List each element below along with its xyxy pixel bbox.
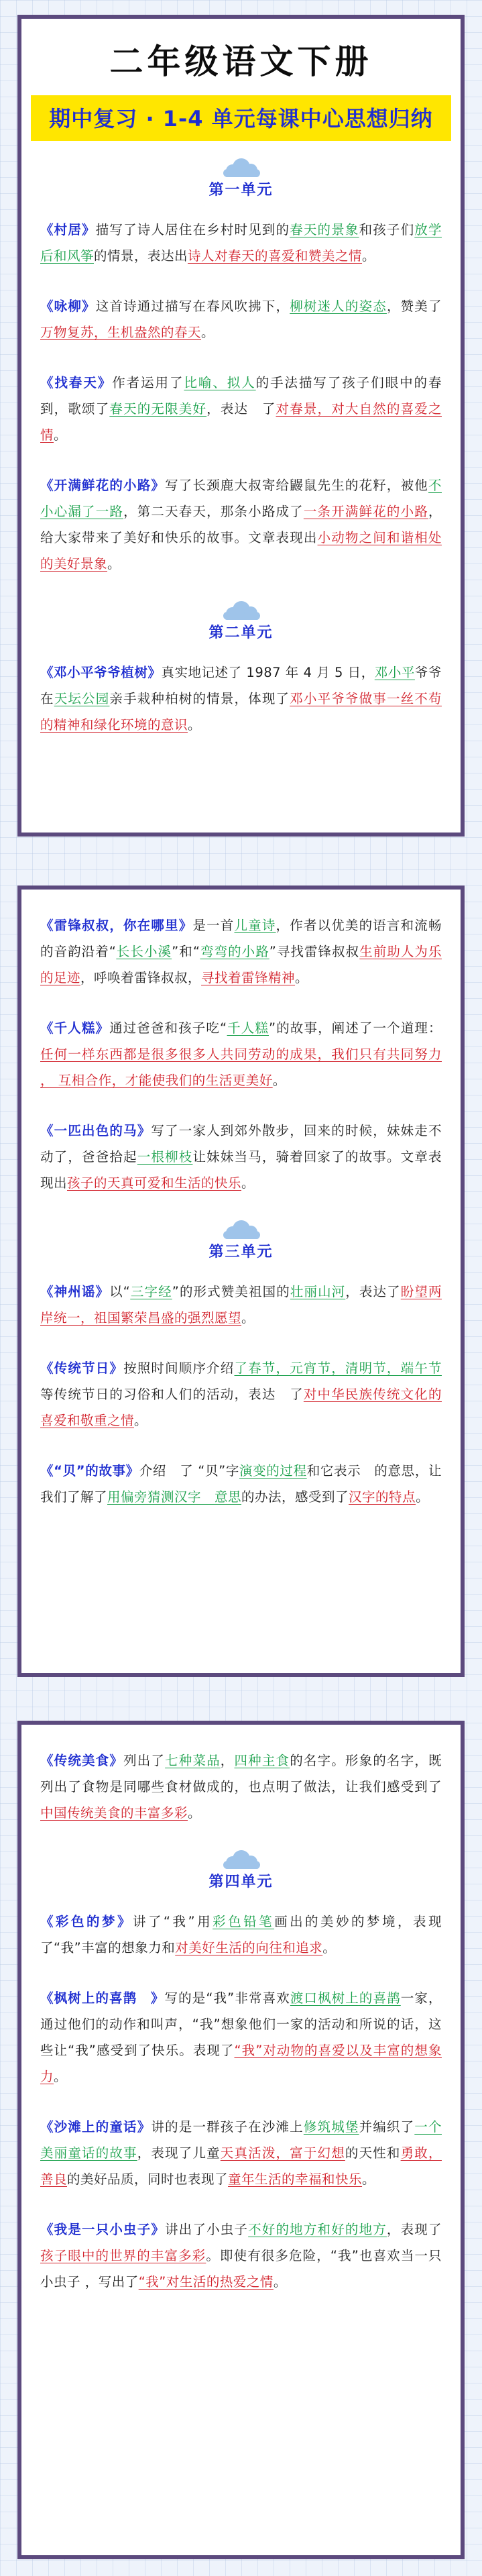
lesson-summary — [40, 1985, 442, 2090]
lesson-title: 《村居》 — [40, 222, 96, 237]
lesson-summary — [40, 1279, 442, 1331]
unit-heading — [40, 601, 442, 642]
key-detail: 一个美丽童话的故事 — [40, 2119, 442, 2161]
card-body — [40, 158, 442, 738]
subtitle-banner — [31, 95, 451, 141]
card-3 — [17, 1721, 465, 2559]
text-segment: ， — [220, 1753, 235, 1768]
card-body — [40, 912, 442, 1510]
central-idea: 任何一样东西都是很多很多人共同劳动的成果，我们只有共同努力 ， 互相合作，才能使我们的生活更美好 — [40, 1046, 442, 1088]
key-detail: 三字经 — [130, 1284, 172, 1299]
central-idea: 一条开满鲜花的小路 — [303, 504, 428, 519]
text-segment: 。 — [273, 2274, 287, 2290]
lesson-title: 《传统美食》 — [40, 1753, 124, 1768]
lesson-title: 《“贝”的故事》 — [40, 1463, 139, 1479]
lesson-title: 《一匹出色的马》 — [40, 1123, 152, 1138]
text-segment: 。 — [188, 717, 202, 733]
text-segment: 。 — [272, 1073, 286, 1088]
lesson-summary — [40, 472, 442, 577]
text-segment: ”的故事，阐述了一个道理： — [269, 1020, 442, 1036]
text-segment: 以“ — [109, 1284, 131, 1299]
central-idea: “我”对动物的喜爱以及丰富的想象力 — [40, 2043, 442, 2084]
text-segment: 作者运用了 — [112, 375, 184, 390]
lesson-summary — [40, 217, 442, 269]
key-detail: 邓小平 — [374, 665, 415, 680]
text-segment: ，表达 了 — [206, 401, 276, 417]
central-idea: “我”对生活的热爱之情 — [138, 2274, 274, 2290]
lesson-title: 《彩色的梦》 — [40, 1914, 133, 1929]
key-detail: 柳树迷人的姿态 — [290, 299, 387, 314]
lesson-title: 《神州谣》 — [40, 1284, 110, 1299]
key-detail: 弯弯的小路 — [200, 944, 269, 959]
text-segment: 是一首 — [192, 918, 235, 933]
key-detail: 演变的过程 — [239, 1463, 307, 1479]
central-idea: 中国传统美食的丰富多彩 — [40, 1805, 188, 1821]
text-segment: 。 — [201, 325, 215, 340]
lesson-summary — [40, 912, 442, 991]
text-segment: 。即使有很多危险，“我”也喜欢当一只小虫子 ，写出了 — [40, 2248, 442, 2290]
text-segment: 。 — [362, 2171, 376, 2187]
text-segment: 亲手栽种柏树的情景，体现了 — [109, 691, 290, 706]
text-segment: 讲了“我”用 — [132, 1914, 213, 1929]
key-detail: 不小心漏了一路 — [40, 478, 442, 519]
text-segment: 的情景，表达出 — [94, 248, 188, 264]
key-detail: 彩色铅笔 — [213, 1914, 275, 1929]
central-idea: 邓小平爷爷做事一丝不苟的精神和绿化环境的意识 — [40, 691, 442, 733]
lesson-summary — [40, 1355, 442, 1434]
text-segment: 。 — [188, 1805, 202, 1821]
unit-heading — [40, 158, 442, 199]
text-segment: 并编织了 — [359, 2119, 415, 2135]
central-idea: 小动物之间和谐相处的美好景象 — [40, 530, 442, 572]
text-segment: 的办法，感受到了 — [241, 1489, 349, 1505]
text-segment: 按照时间顺序介绍 — [123, 1360, 235, 1376]
key-detail: 了春节，元宵节，清明节，端午节 — [234, 1360, 442, 1376]
key-detail: 不好的地方和好的地方 — [248, 2222, 387, 2237]
central-idea: 孩子眼中的世界的丰富多彩 — [40, 2248, 206, 2263]
key-detail: 比喻、拟人 — [184, 375, 256, 390]
text-segment: 。 — [54, 2069, 68, 2084]
text-segment: 讲出了小虫子 — [165, 2222, 249, 2237]
text-segment: 和它表示 的意思，让我们了解了 — [40, 1463, 442, 1505]
card-2 — [17, 885, 465, 1677]
text-segment: 真实地记述了 1987 年 4 月 5 日， — [161, 665, 375, 680]
text-segment: 写了一家人到郊外散步，回来的时候，妹妹走不动了，爸爸拾起 — [40, 1123, 442, 1165]
text-segment: 列出了 — [123, 1753, 166, 1768]
unit-label: 第二单元 — [208, 625, 274, 641]
lesson-summary — [40, 1458, 442, 1510]
unit-label: 第四单元 — [208, 1874, 274, 1890]
lesson-title: 《雷锋叔叔，你在哪里》 — [40, 918, 193, 933]
text-segment: 一家，通过他们的动作和叫声，“我”想象他们一家的活动和所说的话，这些让“我”感受到了快乐。表现了 — [40, 1990, 442, 2058]
text-segment: ，表达了 — [345, 1284, 401, 1299]
lesson-summary — [40, 293, 442, 345]
text-segment: 。 — [295, 970, 309, 985]
unit-label: 第一单元 — [208, 182, 274, 199]
text-segment: ，给大家带来了美好和快乐的故事。文章表现出 — [40, 504, 442, 545]
text-segment: 。 — [54, 427, 68, 443]
text-segment: ，赞美了 — [386, 299, 442, 314]
text-segment: 的手法描写了孩子们眼中的春到，歌颂了 — [40, 375, 442, 417]
text-segment: ，表现了 — [386, 2222, 442, 2237]
central-idea: 对中华民族传统文化的喜爱和敬重之情 — [40, 1387, 442, 1428]
key-detail: 用偏旁猜测汉字 意思 — [107, 1489, 242, 1505]
text-segment: 写的是“我”非常喜欢 — [164, 1990, 290, 2006]
lesson-title: 《咏柳》 — [40, 299, 96, 314]
key-detail: 春天的无限美好 — [109, 401, 207, 417]
lesson-title: 《我是一只小虫子》 — [40, 2222, 166, 2237]
lesson-title: 《枫树上的喜鹊 》 — [40, 1990, 165, 2006]
lesson-summary — [40, 1118, 442, 1196]
central-idea: 诗人对春天的喜爱和赞美之情 — [188, 248, 363, 264]
key-detail: 一根柳枝 — [137, 1149, 193, 1165]
text-segment: 描写了诗人居住在乡村时见到的 — [95, 222, 290, 237]
text-segment: 写了长颈鹿大叔寄给鼹鼠先生的花籽，被他 — [165, 478, 428, 493]
text-segment: 介绍 了 “贝”字 — [139, 1463, 239, 1479]
text-segment: 。 — [362, 248, 376, 264]
lesson-summary — [40, 659, 442, 738]
text-segment: ”和“ — [172, 944, 200, 959]
key-detail: 长长小溪 — [116, 944, 172, 959]
text-segment: ，第二天春天，那条小路成了 — [123, 504, 304, 519]
central-idea: 生前助人为乐的足迹 — [40, 944, 442, 985]
key-detail: 渡口枫树上的喜鹊 — [290, 1990, 401, 2006]
key-detail: 七种菜品 — [165, 1753, 221, 1768]
lesson-summary — [40, 370, 442, 448]
text-segment: 画出的美妙的梦境，表现了“我”丰富的想象力和 — [40, 1914, 442, 1955]
text-segment: 爷爷在 — [40, 665, 442, 706]
page-title: 二年级语文下册 — [109, 42, 373, 81]
lesson-title: 《千人糕》 — [40, 1020, 110, 1036]
lesson-summary — [40, 2114, 442, 2192]
key-detail: 修筑城堡 — [303, 2119, 359, 2135]
text-segment: 。 — [134, 1413, 148, 1428]
lesson-title: 《沙滩上的童话》 — [40, 2119, 152, 2135]
text-segment: 。 — [322, 1940, 337, 1955]
text-segment: ”寻找雷锋叔叔 — [269, 944, 360, 959]
cloud-icon — [219, 601, 263, 620]
central-idea: 童年生活的幸福和快乐 — [228, 2171, 363, 2187]
lesson-summary — [40, 1909, 442, 1961]
key-detail: 壮丽山河 — [290, 1284, 346, 1299]
text-segment: 。 — [241, 1175, 255, 1191]
text-segment: ，呼唤着雷锋叔叔， — [80, 970, 202, 985]
central-idea: 寻找着雷锋精神 — [201, 970, 296, 985]
text-segment: ”的形式赞美祖国的 — [172, 1284, 290, 1299]
cloud-icon — [219, 1850, 263, 1869]
lesson-title: 《传统节日》 — [40, 1360, 124, 1376]
text-segment: 等传统节日的习俗和人们的活动，表达 了 — [40, 1387, 304, 1402]
central-idea: 对美好生活的向往和追求 — [175, 1940, 323, 1955]
key-detail: 放学后和风筝 — [40, 222, 442, 264]
text-segment: 通过爸爸和孩子吃“ — [109, 1020, 227, 1036]
key-detail: 儿童诗 — [234, 918, 276, 933]
central-idea: 天真活泼，富于幻想 — [220, 2145, 345, 2161]
key-detail: 四种主食 — [234, 1753, 290, 1768]
lesson-title: 《开满鲜花的小路》 — [40, 478, 166, 493]
key-detail: 千人糕 — [227, 1020, 269, 1036]
central-idea: 万物复苏，生机盎然的春天 — [40, 325, 202, 340]
text-segment: 。 — [416, 1489, 430, 1505]
lesson-title: 《找春天》 — [40, 375, 113, 390]
central-idea: 盼望两岸统一，祖国繁荣昌盛的强烈愿望 — [40, 1284, 442, 1326]
key-detail: 天坛公园 — [54, 691, 110, 706]
text-segment: 讲的是一群孩子在沙滩上 — [151, 2119, 304, 2135]
lesson-summary — [40, 2216, 442, 2295]
text-segment: 的美好品质，同时也表现了 — [67, 2171, 229, 2187]
lesson-title: 《邓小平爷爷植树》 — [40, 665, 162, 680]
central-idea: 孩子的天真可爱和生活的快乐 — [67, 1175, 242, 1191]
central-idea: 勇敢，善良 — [40, 2145, 442, 2187]
text-segment: 的天性和 — [345, 2145, 401, 2161]
lesson-summary — [40, 1748, 442, 1826]
central-idea: 汉字的特点 — [349, 1489, 416, 1505]
unit-label: 第三单元 — [208, 1244, 274, 1260]
card-body — [40, 1748, 442, 2295]
key-detail: 春天的景象 — [290, 222, 359, 237]
text-segment: ，作者以优美的语言和流畅的音韵沿着“ — [40, 918, 442, 959]
card-1 — [17, 15, 465, 837]
central-idea: 对春景，对大自然的喜爱之情 — [40, 401, 442, 443]
cloud-icon — [219, 1220, 263, 1239]
text-segment: 。 — [241, 1310, 255, 1326]
text-segment: 和孩子们 — [359, 222, 415, 237]
subtitle-text: 期中复习 · 1-4 单元每课中心思想归纳 — [49, 106, 433, 131]
unit-heading — [40, 1850, 442, 1891]
lesson-summary — [40, 1015, 442, 1093]
cloud-icon — [219, 158, 263, 177]
text-segment: 的名字。形象的名字，既列出了食物是同哪些食材做成的，也点明了做法，让我们感受到了 — [40, 1753, 442, 1794]
unit-heading — [40, 1220, 442, 1261]
text-segment: 让妹妹当马，骑着回家了的故事。文章表现出 — [40, 1149, 442, 1191]
text-segment: ，表现了儿童 — [137, 2145, 221, 2161]
text-segment: 这首诗通过描写在春风吹拂下， — [95, 299, 290, 314]
text-segment: 。 — [107, 556, 121, 572]
